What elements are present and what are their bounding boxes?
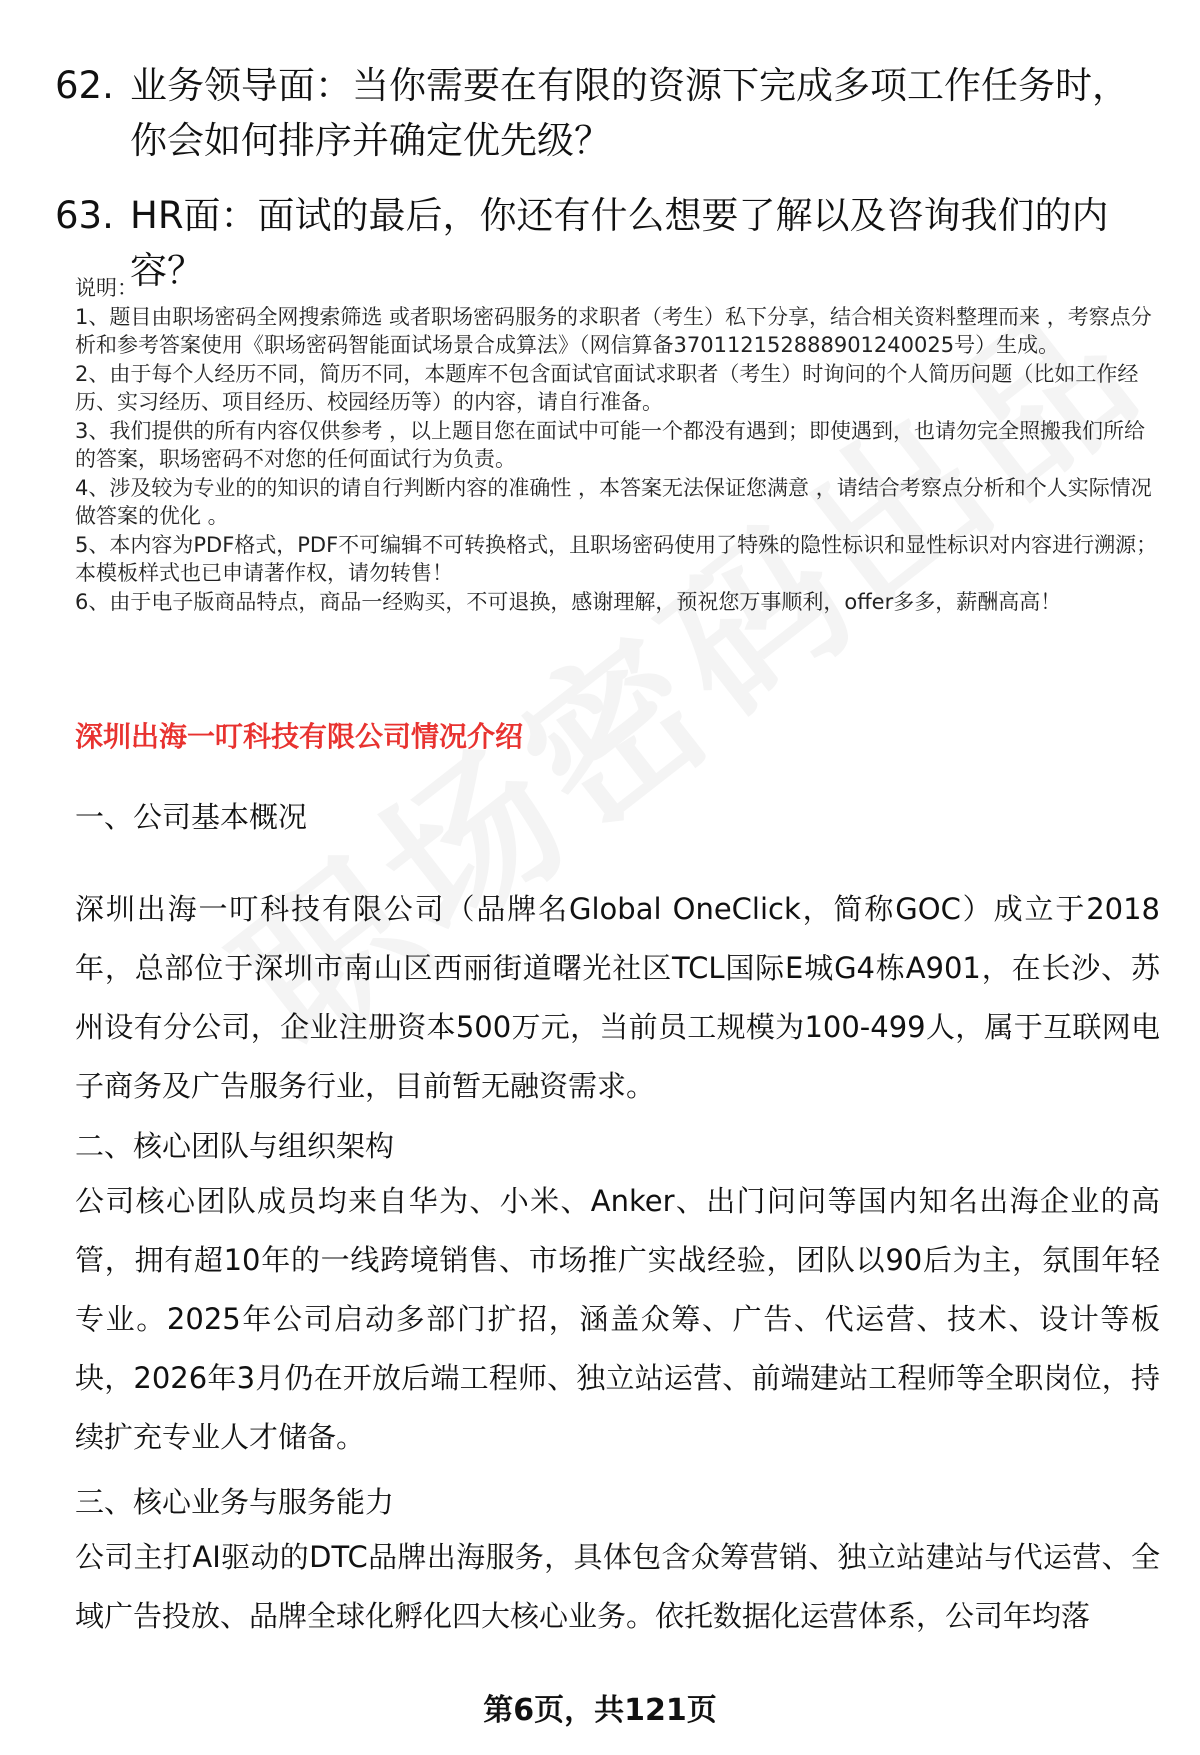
question-text: HR面：面试的最后，你还有什么想要了解以及咨询我们的内容？ xyxy=(130,194,1109,292)
company-title: 深圳出海一叮科技有限公司情况介绍 xyxy=(75,720,524,753)
question-62 xyxy=(55,58,1145,168)
section-body-business: 公司主打AI驱动的DTC品牌出海服务，具体包含众筹营销、独立站建站与代运营、全域广告投放、品牌全球化孵化四大核心业务。依托数据化运营体系，公司年均落 xyxy=(75,1540,1160,1633)
note-item: 1、题目由职场密码全网搜索筛选 或者职场密码服务的求职者（考生）私下分享，结合相关资料整理而来 ，考察点分析和参考答案使用《职场密码智能面试场景合成算法》（网信算备370112152888901240025号）生成。 xyxy=(75,304,1152,357)
section-heading-business: 三、核心业务与服务能力 xyxy=(75,1485,395,1519)
note-item: 4、涉及较为专业的的知识的请自行判断内容的准确性 ，本答案无法保证您满意 ，请结合考察点分析和个人实际情况做答案的优化 。 xyxy=(75,475,1152,528)
notes-section xyxy=(75,274,1165,616)
question-text: 业务领导面：当你需要在有限的资源下完成多项工作任务时，你会如何排序并确定优先级？ xyxy=(130,64,1129,162)
note-item: 3、我们提供的所有内容仅供参考 ，以上题目您在面试中可能一个都没有遇到；即使遇到，也请勿完全照搬我们所给的答案，职场密码不对您的任何面试行为负责。 xyxy=(75,418,1146,471)
page-footer: 第6页，共121页 xyxy=(483,1693,717,1728)
section-heading-basic: 一、公司基本概况 xyxy=(75,800,308,834)
note-item: 2、由于每个人经历不同，简历不同，本题库不包含面试官面试求职者（考生）时询问的个人简历问题（比如工作经历、实习经历、项目经历、校园经历等）的内容，请自行准备。 xyxy=(75,361,1139,414)
question-number: 62. xyxy=(55,64,114,107)
note-item: 6、由于电子版商品特点，商品一经购买，不可退换，感谢理解，预祝您万事顺利，offer多多，薪酬高高！ xyxy=(75,589,1062,614)
notes-title: 说明： xyxy=(75,276,138,300)
section-body-basic: 深圳出海一叮科技有限公司（品牌名Global OneClick，简称GOC）成立于2018年，总部位于深圳市南山区西丽街道曙光社区TCL国际E城G4栋A901，在长沙、苏州设有分公司，企业注册资本500万元，当前员工规模为100-499人，属于互联网电子商务及广告服务行业，目前暂无融资需求。 xyxy=(75,892,1160,1103)
question-number: 63. xyxy=(55,194,114,237)
section-body-team: 公司核心团队成员均来自华为、小米、Anker、出门问问等国内知名出海企业的高管，拥有超10年的一线跨境销售、市场推广实战经验，团队以90后为主，氛围年轻专业。2025年公司启动多部门扩招，涵盖众筹、广告、代运营、技术、设计等板块，2026年3月仍在开放后端工程师、独立站运营、前端建站工程师等全职岗位，持续扩充专业人才储备。 xyxy=(75,1184,1160,1454)
section-heading-team: 二、核心团队与组织架构 xyxy=(75,1129,395,1163)
note-item: 5、本内容为PDF格式，PDF不可编辑不可转换格式，且职场密码使用了特殊的隐性标识和显性标识对内容进行溯源；本模板样式也已申请著作权，请勿转售！ xyxy=(75,532,1158,585)
